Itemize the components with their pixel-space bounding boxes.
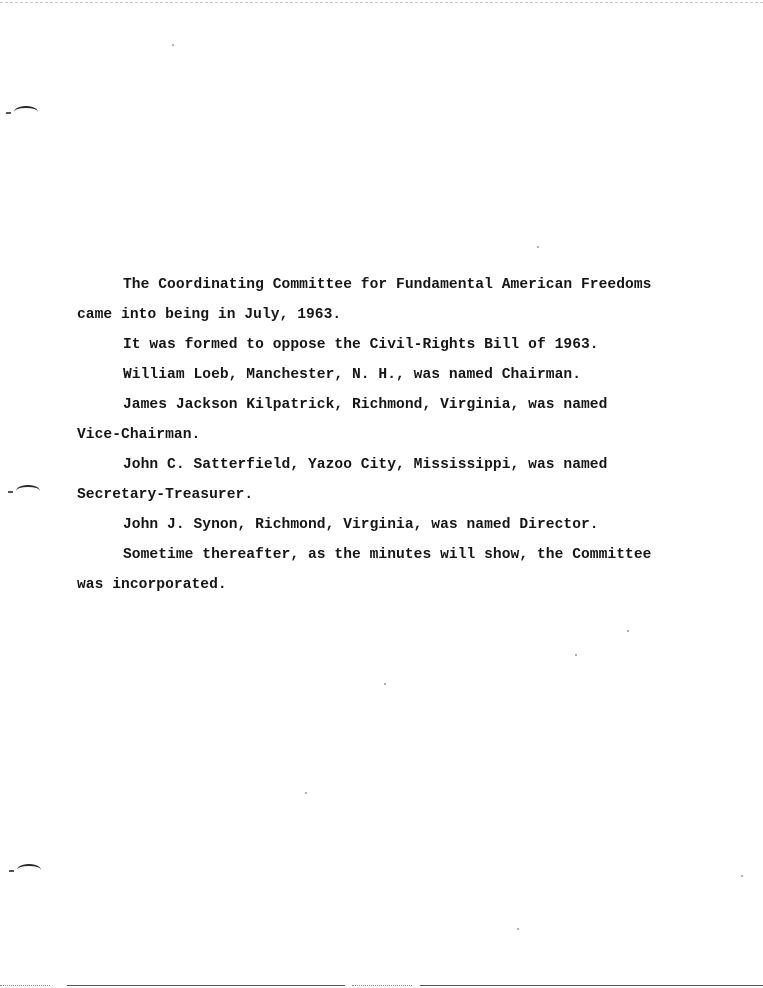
paragraph-4-line-1: James Jackson Kilpatrick, Richmond, Virginia, was named (123, 397, 608, 413)
paragraph-1-line-2: came into being in July, 1963. (77, 307, 342, 323)
paragraph-4-line-2: Vice-Chairman. (77, 427, 201, 443)
scan-speck (172, 44, 174, 46)
paragraph-1-line-1: The Coordinating Committee for Fundamental American Freedoms (123, 277, 652, 293)
scan-speck (537, 246, 539, 248)
paragraph-3: William Loeb, Manchester, N. H., was named Chairman. (123, 367, 581, 383)
scan-speck (575, 654, 577, 656)
paragraph-7-line-2: was incorporated. (77, 577, 227, 593)
bottom-edge-dots (0, 985, 50, 986)
paragraph-5-line-1: John C. Satterfield, Yazoo City, Mississippi, was named (123, 457, 608, 473)
bottom-edge-dots (352, 985, 412, 986)
scan-speck (305, 792, 307, 794)
scan-speck (627, 630, 629, 632)
paragraph-2: It was formed to oppose the Civil-Rights Bill of 1963. (123, 337, 599, 353)
bottom-edge-rule-right (420, 985, 763, 986)
paragraph-6: John J. Synon, Richmond, Virginia, was named Director. (123, 517, 599, 533)
scan-speck (517, 928, 519, 930)
scan-speck (741, 875, 743, 877)
scan-speck (384, 683, 386, 685)
bottom-edge-rule-left (67, 985, 345, 986)
paragraph-7-line-1: Sometime thereafter, as the minutes will show, the Committee (123, 547, 652, 563)
paragraph-5-line-2: Secretary-Treasurer. (77, 487, 254, 503)
